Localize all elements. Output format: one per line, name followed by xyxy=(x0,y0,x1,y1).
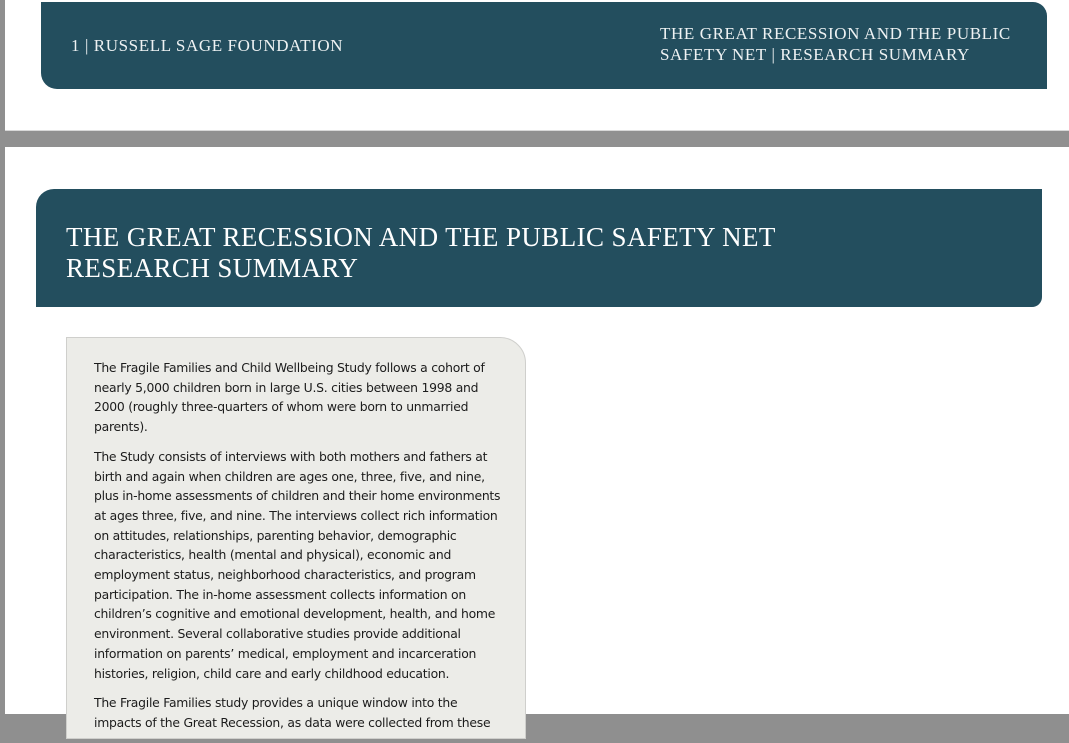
page-1 xyxy=(5,0,1069,131)
running-header-left: 1 | RUSSELL SAGE FOUNDATION xyxy=(71,36,344,55)
sidebar-paragraph: The Fragile Families study provides a unique window into the impacts of the Great Recession, as data were collected from these xyxy=(94,695,491,730)
running-header-right xyxy=(660,23,1011,65)
running-header-right-line1: THE GREAT RECESSION AND THE PUBLIC xyxy=(660,24,1011,43)
page-title xyxy=(66,222,776,284)
page-gap xyxy=(0,131,1069,147)
sidebar-box xyxy=(66,337,526,739)
sidebar-content xyxy=(94,358,504,743)
running-header-right-line2: SAFETY NET | RESEARCH SUMMARY xyxy=(660,45,970,64)
sidebar-paragraph: The Study consists of interviews with both mothers and fathers at birth and again when children are ages one, three, five, and nine, plus in-home assessments of children and their home environments at ages three, five, and nine. The interviews collect rich information on attitudes, relationships, parenting behavior, demographic characteristics, health (mental and physical), economic and employment status, neighborhood characteristics, and program participation. The in-home assessment collects information on children’s cognitive and emotional development, health, and home environment. Several collaborative studies provide additional information on parents’ medical, employment and incarceration histories, religion, child care and early childhood education. xyxy=(94,448,501,681)
page-title-line2: RESEARCH SUMMARY xyxy=(66,253,359,283)
page-title-line1: THE GREAT RECESSION AND THE PUBLIC SAFETY NET xyxy=(66,222,776,252)
sidebar-paragraph: The Fragile Families and Child Wellbeing Study follows a cohort of nearly 5,000 children born in large U.S. cities between 1998 and 2000 (roughly three-quarters of whom were born to unmarried parents). xyxy=(94,360,485,435)
